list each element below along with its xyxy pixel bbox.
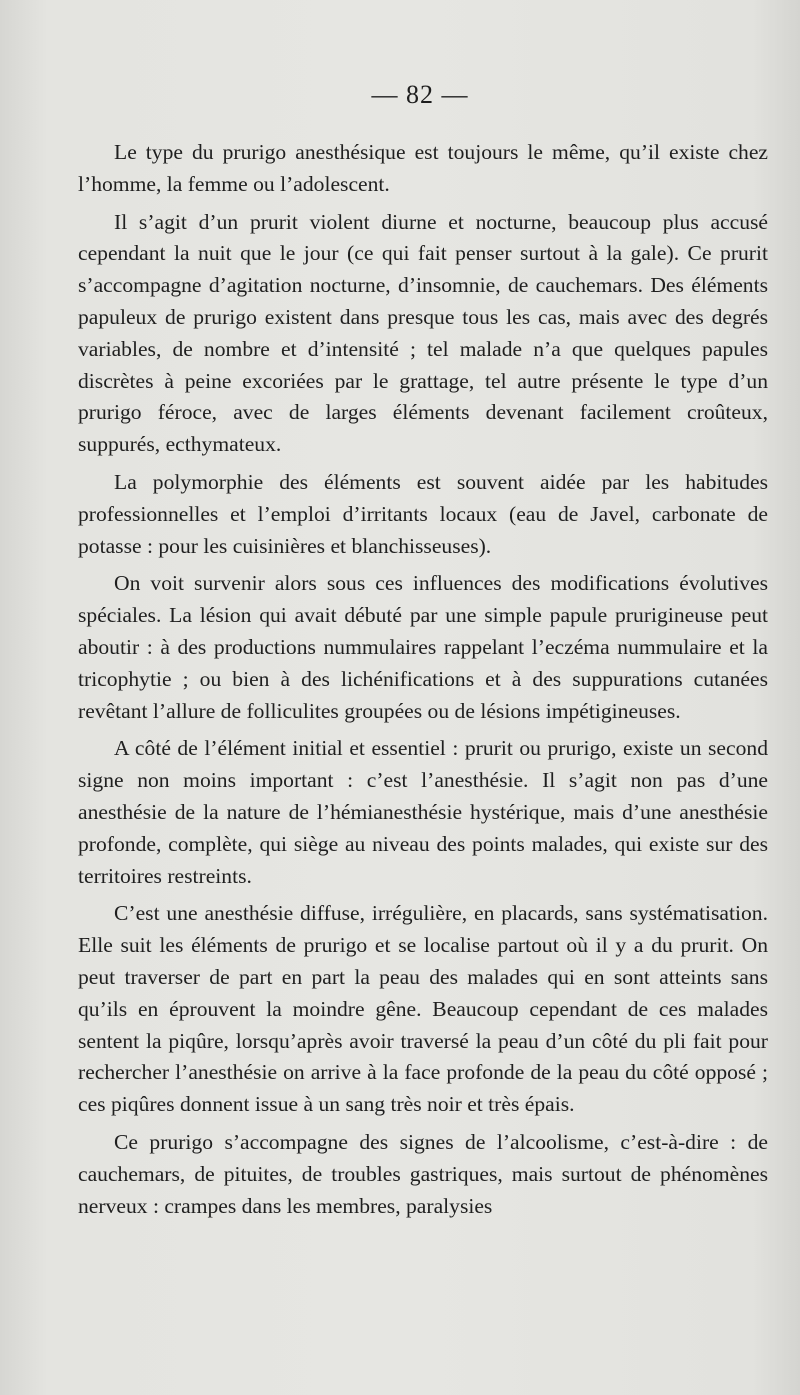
paragraph: C’est une anesthésie diffuse, irrégulière, en placards, sans systématisation. Elle suit les éléments de prurigo et se localise partout où il y a du prurit. On peut traverser de part en part la peau des malades qui en sont atteints sans qu’ils en éprouvent la moindre gêne. Beaucoup cependant de ces malades sentent la piqûre, lorsqu’après avoir traversé la peau d’un côté du pli fait pour rechercher l’anesthésie on arrive à la face profonde de la peau du côté opposé ; ces piqûres donnent issue à un sang très noir et très épais. <box>78 901 768 1117</box>
paragraph: La polymorphie des éléments est souvent aidée par les habitudes professionnelles et l’emploi d’irritants locaux (eau de Javel, carbonate de potasse : pour les cuisinières et blanchisseuses). <box>78 469 768 558</box>
paragraph: Il s’agit d’un prurit violent diurne et nocturne, beaucoup plus accusé cependant la nuit que le jour (ce qui fait penser surtout à la gale). Ce prurit s’accompagne d’agitation nocturne, d’insomnie, de cauchemars. Des éléments papuleux de prurigo existent dans presque tous les cas, mais avec des degrés variables, de nombre et d’intensité ; tel malade n’a que quelques papules discrètes à peine excoriées par le grattage, tel autre présente le type d’un prurigo féroce, avec de larges éléments devenant facilement croûteux, suppurés, ecthymateux. <box>78 209 768 457</box>
paragraph: Le type du prurigo anesthésique est toujours le même, qu’il existe chez l’homme, la femme ou l’adolescent. <box>78 140 768 196</box>
paragraph: A côté de l’élément initial et essentiel : prurit ou prurigo, existe un second signe non moins important : c’est l’anesthésie. Il s’agit non pas d’une anesthésie de la nature de l’hémianesthésie hystérique, mais d’une anesthésie profonde, complète, qui siège au niveau des points malades, qui existe sur des territoires restreints. <box>78 736 768 888</box>
body-text <box>78 137 768 1228</box>
paragraph: On voit survenir alors sous ces influences des modifications évolutives spéciales. La lésion qui avait débuté par une simple papule prurigineuse peut aboutir : à des productions nummulaires rappelant l’eczéma nummulaire et la tricophytie ; ou bien à des lichénifications et à des suppurations cutanées revêtant l’allure de folliculites groupées ou de lésions impétigineuses. <box>78 571 768 723</box>
paragraph: Ce prurigo s’accompagne des signes de l’alcoolisme, c’est-à-dire : de cauchemars, de pituites, de troubles gastriques, mais surtout de phénomènes nerveux : crampes dans les membres, paralysies <box>78 1129 768 1218</box>
page-number: — 82 — <box>371 80 469 109</box>
